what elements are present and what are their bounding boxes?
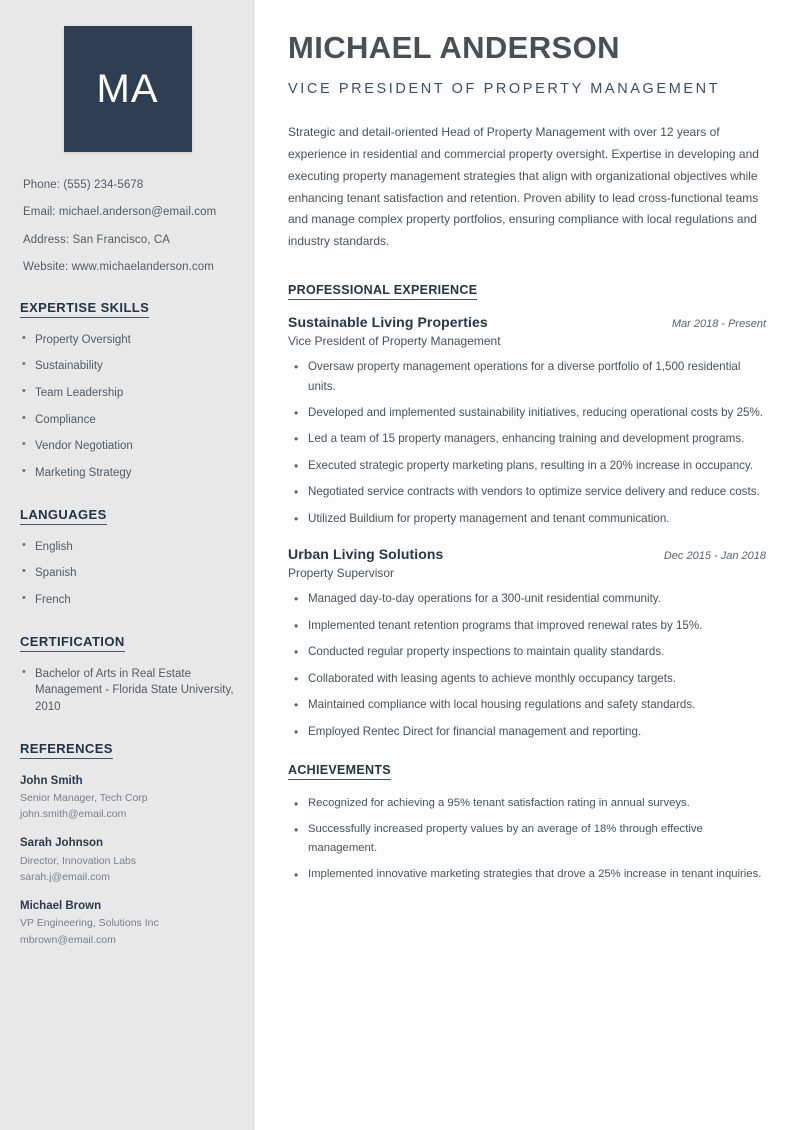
- company-name: Sustainable Living Properties: [288, 314, 488, 331]
- section-heading-certification: CERTIFICATION: [20, 634, 125, 652]
- contact-address: Address: San Francisco, CA: [23, 233, 171, 246]
- reference-email: mbrown@email.com: [20, 933, 116, 946]
- main-content: [255, 0, 800, 1130]
- professional-summary: Strategic and detail-oriented Head of Property Management with over 12 years of experience in residential and commercial property oversight. Expertise in developing and executing property management strategies that align with organizational objectives while enhancing tenant satisfaction and retention. Proven ability to lead cross-functional teams and manage complex property portfolios, ensuring compliance with local regulations and industry standards.: [288, 125, 759, 249]
- contact-email: Email: michael.anderson@email.com: [23, 206, 217, 219]
- list-item: • Collaborated with leasing agents to achieve monthly occupancy targets.: [288, 669, 766, 688]
- list-item: • Successfully increased property values by an average of 18% through effective management.: [288, 820, 766, 858]
- list-item: • Developed and implemented sustainability initiatives, reducing operational costs by 25%.: [288, 403, 766, 422]
- reference-title: VP Engineering, Solutions Inc: [20, 917, 159, 930]
- experience-entry-header: [288, 314, 766, 330]
- list-item: • Managed day-to-day operations for a 300-unit residential community.: [288, 589, 766, 608]
- list-item: • Implemented tenant retention programs that improved renewal rates by 15%.: [288, 616, 766, 635]
- list-item: • French: [20, 592, 235, 609]
- avatar: [64, 26, 192, 152]
- contact-block: [23, 178, 235, 275]
- reference-name: Sarah Johnson: [20, 837, 104, 850]
- list-item: • Compliance: [20, 412, 235, 429]
- avatar-initials: MA: [96, 66, 159, 111]
- list-item: • Spanish: [20, 565, 235, 582]
- reference-item: [20, 835, 235, 885]
- company-name: Urban Living Solutions: [288, 546, 444, 563]
- list-item: • Negotiated service contracts with vendors to optimize service delivery and reduce costs.: [288, 482, 766, 501]
- employment-dates: Mar 2018 - Present: [671, 318, 766, 331]
- contact-website: Website: www.michaelanderson.com: [23, 261, 214, 274]
- reference-title: Senior Manager, Tech Corp: [20, 791, 148, 804]
- section-professional-experience: [288, 281, 766, 741]
- section-heading-references: REFERENCES: [20, 741, 113, 759]
- section-heading-expertise-skills: EXPERTISE SKILLS: [20, 300, 149, 318]
- reference-item: [20, 773, 235, 823]
- reference-email: sarah.j@email.com: [20, 870, 111, 883]
- list-item: • Marketing Strategy: [20, 465, 235, 482]
- list-item: • Sustainability: [20, 358, 235, 375]
- list-item: • Bachelor of Arts in Real Estate Management - Florida State University, 2010: [20, 666, 235, 716]
- contact-phone: Phone: (555) 234-5678: [23, 179, 144, 191]
- section-heading-professional-experience: PROFESSIONAL EXPERIENCE: [288, 283, 477, 300]
- list-item: • Implemented innovative marketing strategies that drove a 25% increase in tenant inquiries.: [288, 865, 766, 884]
- expertise-skills-list: [20, 332, 235, 482]
- experience-entry: [288, 546, 766, 741]
- reference-title: Director, Innovation Labs: [20, 854, 137, 867]
- job-role: Property Supervisor: [288, 566, 395, 581]
- list-item: • Recognized for achieving a 95% tenant satisfaction rating in annual surveys.: [288, 794, 766, 813]
- employment-dates: Dec 2015 - Jan 2018: [663, 550, 766, 563]
- section-certification: [20, 633, 235, 716]
- reference-name: Michael Brown: [20, 900, 102, 913]
- job-title-subheading: VICE PRESIDENT OF PROPERTY MANAGEMENT: [288, 80, 721, 97]
- reference-item: [20, 898, 235, 948]
- reference-name: John Smith: [20, 774, 83, 787]
- list-item: • Executed strategic property marketing plans, resulting in a 20% increase in occupancy.: [288, 456, 766, 475]
- list-item: • English: [20, 539, 235, 556]
- job-role: Vice President of Property Management: [288, 334, 501, 349]
- list-item: • Led a team of 15 property managers, enhancing training and development programs.: [288, 429, 766, 448]
- list-item: • Property Oversight: [20, 332, 235, 349]
- experience-bullet-list: [288, 357, 766, 528]
- list-item: • Oversaw property management operations for a diverse portfolio of 1,500 residential units.: [288, 357, 766, 396]
- list-item: • Vendor Negotiation: [20, 438, 235, 455]
- page-title: MICHAEL ANDERSON: [288, 30, 620, 65]
- section-heading-achievements: ACHIEVEMENTS: [288, 763, 391, 780]
- languages-list: [20, 539, 235, 609]
- section-languages: [20, 506, 235, 609]
- experience-entry: [288, 314, 766, 528]
- list-item: • Maintained compliance with local housing regulations and safety standards.: [288, 695, 766, 714]
- section-heading-languages: LANGUAGES: [20, 507, 107, 525]
- section-references: [20, 740, 235, 948]
- section-expertise-skills: [20, 299, 235, 482]
- list-item: • Employed Rentec Direct for financial management and reporting.: [288, 722, 766, 741]
- certification-list: [20, 666, 235, 716]
- reference-email: john.smith@email.com: [20, 808, 127, 821]
- experience-bullet-list: [288, 589, 766, 741]
- list-item: • Team Leadership: [20, 385, 235, 402]
- list-item: • Conducted regular property inspections to maintain quality standards.: [288, 642, 766, 661]
- sidebar: [0, 0, 255, 1130]
- achievements-list: [288, 794, 766, 884]
- experience-entry-header: [288, 546, 766, 562]
- section-achievements: [288, 761, 766, 884]
- list-item: • Utilized Buildium for property management and tenant communication.: [288, 509, 766, 528]
